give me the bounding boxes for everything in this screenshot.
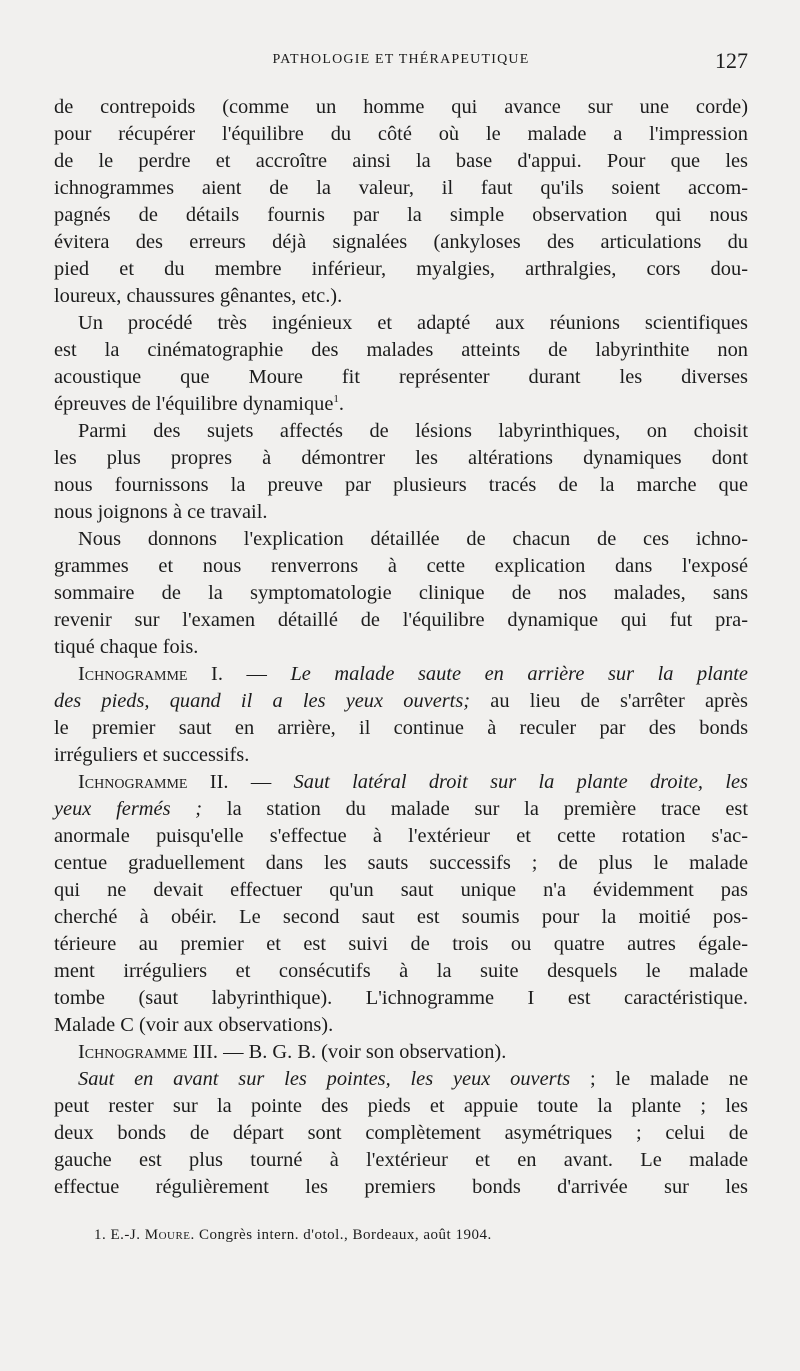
text-line: ment irréguliers et consécutifs à la suite desquels le malade (54, 960, 748, 982)
text-line: sommaire de la symptomatologie clinique de nos malades, sans (54, 582, 748, 604)
ichnogram-label: Ichnogramme (78, 663, 188, 685)
text-line: peut rester sur la pointe des pieds et appuie toute la plante ; les (54, 1095, 748, 1117)
text-line (54, 688, 748, 715)
text-line (54, 796, 748, 823)
text-fragment: épreuves de l'équilibre dynamique (54, 393, 334, 415)
text-fragment: ; le malade ne (570, 1068, 749, 1090)
text-line: gauche est plus tourné à l'extérieur et en avant. Le malade (54, 1149, 748, 1171)
text-line: est la cinématographie des malades atteints de labyrinthite non (54, 339, 748, 361)
text-line: pied et du membre inférieur, myalgies, arthralgies, cors dou- (54, 258, 748, 280)
text-line: de le perdre et accroître ainsi la base d'appui. Pour que les (54, 150, 748, 172)
text-line: tombe (saut labyrinthique). L'ichnogramme I est caractéristique. (54, 987, 748, 1009)
text-line: deux bonds de départ sont complètement asymétriques ; celui de (54, 1122, 748, 1144)
text-line: anormale puisqu'elle s'effectue à l'extérieur et cette rotation s'ac- (54, 825, 748, 847)
ichnogram-label: Ichnogramme (78, 771, 188, 793)
footnote (94, 1227, 734, 1244)
body-text (54, 94, 748, 1201)
ichnogram-label: Ichnogramme (78, 1041, 188, 1063)
ichnogram-title: Le malade saute en arrière sur la plante (290, 663, 748, 685)
text-line: pour récupérer l'équilibre du côté où le malade a l'impression (54, 123, 748, 145)
text-line: centue graduellement dans les sauts successifs ; de plus le malade (54, 852, 748, 874)
text-line: acoustique que Moure fit représenter durant les diverses (54, 366, 748, 388)
text-line: Malade C (voir aux observations). (54, 1014, 334, 1036)
text-line: évitera des erreurs déjà signalées (ankyloses des articulations du (54, 231, 748, 253)
text-line: revenir sur l'examen détaillé de l'équilibre dynamique qui fut pra- (54, 609, 748, 631)
running-header (54, 48, 748, 76)
text-line: Parmi des sujets affectés de lésions labyrinthiques, on choisit (78, 420, 748, 442)
text-fragment: I. — (187, 663, 291, 685)
text-line: irréguliers et successifs. (54, 744, 250, 766)
footnote-author: E.-J. Moure. (110, 1227, 195, 1243)
footnote-text: Congrès intern. d'otol., Bordeaux, août 1904. (194, 1227, 492, 1243)
text-line: ichnogrammes aient de la valeur, il faut qu'ils soient accom- (54, 177, 748, 199)
text-line (54, 661, 748, 688)
text-line: Nous donnons l'explication détaillée de chacun de ces ichno- (78, 528, 748, 550)
footnote-marker: 1 (333, 393, 339, 406)
running-title: PATHOLOGIE ET THÉRAPEUTIQUE (272, 52, 530, 67)
text-fragment: au lieu de s'arrêter après (470, 690, 748, 712)
text-line: Un procédé très ingénieux et adapté aux réunions scientifiques (78, 312, 748, 334)
footnote-number: 1. (94, 1227, 107, 1243)
text-line: loureux, chaussures gênantes, etc.). (54, 285, 343, 307)
text-line: les plus propres à démontrer les altérations dynamiques dont (54, 447, 748, 469)
text-fragment: la station du malade sur la première trace est (202, 798, 748, 820)
text-line (54, 1039, 748, 1066)
text-line: épreuves de l'équilibre dynamique$^1$. (54, 393, 345, 415)
text-line (54, 769, 748, 796)
text-line: effectue régulièrement les premiers bonds d'arrivée sur les (54, 1176, 748, 1198)
ichnogram-title: yeux fermés ; (54, 798, 203, 820)
ichnogram-title: Saut en avant sur les pointes, les yeux ouverts (78, 1068, 571, 1090)
text-line: le premier saut en arrière, il continue à reculer par des bonds (54, 717, 748, 739)
text-line: térieure au premier et est suivi de trois ou quatre autres égale- (54, 933, 748, 955)
text-line (54, 1066, 748, 1093)
text-line: tiqué chaque fois. (54, 636, 199, 658)
text-fragment: III. — B. G. B. (voir son observation). (187, 1041, 507, 1063)
text-line: pagnés de détails fournis par la simple observation qui nous (54, 204, 748, 226)
text-line: qui ne devait effectuer qu'un saut unique n'a évidemment pas (54, 879, 748, 901)
text-line: nous fournissons la preuve par plusieurs tracés de la marche que (54, 474, 748, 496)
ichnogram-title: des pieds, quand il a les yeux ouverts; (54, 690, 471, 712)
page-number: 127 (715, 48, 748, 73)
text-line: nous joignons à ce travail. (54, 501, 268, 523)
text-line: cherché à obéir. Le second saut est soumis pour la moitié pos- (54, 906, 748, 928)
ichnogram-title: Saut latéral droit sur la plante droite, les (293, 771, 748, 793)
text-line: de contrepoids (comme un homme qui avance sur une corde) (54, 96, 748, 118)
text-fragment: II. — (187, 771, 294, 793)
text-line: grammes et nous renverrons à cette explication dans l'exposé (54, 555, 748, 577)
